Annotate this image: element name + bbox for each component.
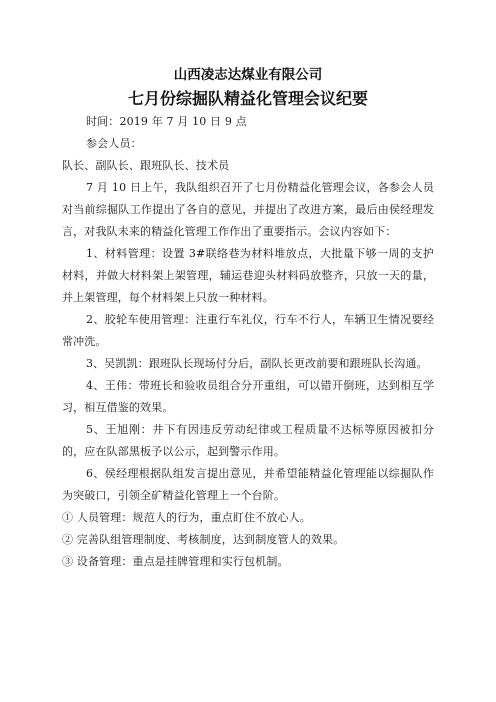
- sub-item-2: ② 完善队组管理制度、考核制度，达到制度管人的效果。: [62, 533, 345, 546]
- item-1-material: 1、材料管理：设置 3#联络巷为材料堆放点，大批量下够一周的支护材料，并做大材料架上架管理，辅运巷迎头材料码放整齐，只放一天的量，并上架管理，每个材料架上只放一种材料。: [62, 247, 434, 304]
- item-5-wang-xugang: 5、王旭刚：井下有因违反劳动纪律或工程质量不达标等原因被扣分的，应在队部黑板予以公示，起到警示作用。: [62, 423, 434, 458]
- intro-paragraph: 7 月 10 日上午，我队组织召开了七月份精益化管理会议，各参会人员对当前综掘队工作提出了各自的意见，并提出了改进方案，最后由侯经理发言，对我队未来的精益化管理工作作出了重要指示。会议内容如下：: [62, 181, 434, 238]
- attendees-list: 队长、副队长、跟班队长、技术员: [62, 159, 230, 172]
- meeting-time: 时间：2019 年 7 月 10 日 9 点: [86, 115, 247, 128]
- sub-item-1: ① 人员管理：规范人的行为，重点盯住不放心人。: [62, 511, 311, 524]
- sub-item-3: ③ 设备管理：重点是挂牌管理和实行包机制。: [62, 555, 289, 568]
- item-4-wang-wei: 4、王伟：带班长和验收员组合分开重组，可以错开倒班，达到相互学习，相互借鉴的效果。: [62, 379, 434, 414]
- company-name: 山西凌志达煤业有限公司: [173, 67, 323, 83]
- document-body: [62, 111, 434, 573]
- attendees-label: 参会人员：: [86, 137, 142, 150]
- item-6-hou: 6、侯经理根据队组发言提出意见，并希望能精益化管理能以综掘队作为突破口，引领全矿精益化管理上一个台阶。: [62, 467, 434, 502]
- item-3-wu: 3、吴凯凯：跟班队长现场付分后，副队长更改前要和跟班队长沟通。: [86, 357, 428, 370]
- document-title: 七月份综掘队精益化管理会议纪要: [127, 89, 368, 108]
- item-2-vehicle: 2、胶轮车使用管理：注重行车礼仪，行车不行人，车辆卫生情况要经常冲洗。: [62, 313, 434, 348]
